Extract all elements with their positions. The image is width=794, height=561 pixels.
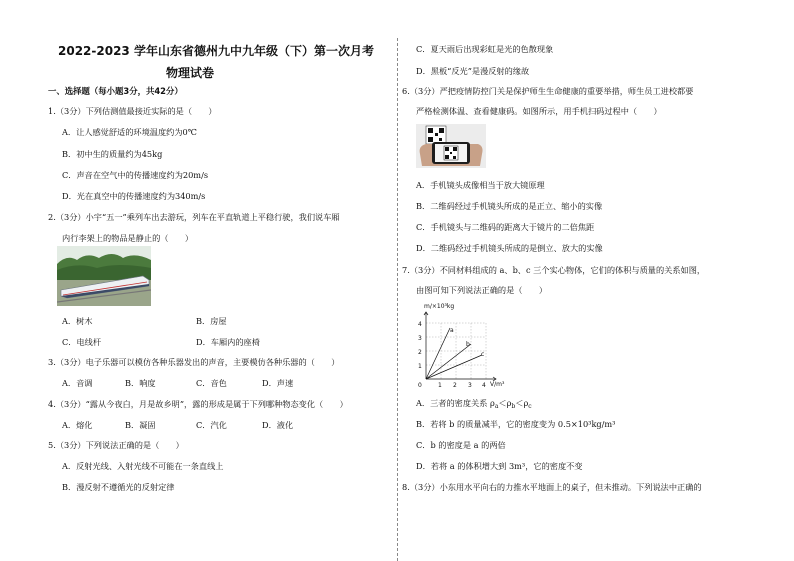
rho-subscript-a: a xyxy=(494,403,499,410)
q5-option-b: B．漫反射不遵循光的反射定律 xyxy=(62,482,175,492)
rho-subscript-b: b xyxy=(511,403,516,410)
q6-stem-line1: 6.（3分）严把疫情防控门关是保护师生生命健康的重要举措，师生员工进校都要 xyxy=(402,86,694,96)
q1-option-c: C．声音在空气中的传播速度约为20m/s xyxy=(62,170,209,180)
rho-subscript-c: c xyxy=(528,403,532,410)
graph-line-label-a: a xyxy=(450,327,454,334)
q7-option-d: D．若将 a 的体积增大到 3m³，它的密度不变 xyxy=(416,461,583,471)
q3-option-c: C．音色 xyxy=(196,378,227,388)
q6-stem-line2: 严格检测体温、查看健康码。如图所示，用手机扫码过程中（ ） xyxy=(416,106,662,116)
q2-option-b: B．房屋 xyxy=(196,316,227,326)
graph-ytick: 3 xyxy=(418,335,422,342)
q4-option-b: B．凝固 xyxy=(125,420,156,430)
q4-option-d: D．液化 xyxy=(262,420,294,430)
q2-stem-line1: 2.（3分）小宇“五一”乘列车出去游玩，列车在平直轨道上平稳行驶，我们说车厢 xyxy=(48,212,340,222)
q6-option-a: A．手机镜头成像相当于放大镜原理 xyxy=(416,180,545,190)
q6-option-c: C．手机镜头与二维码的距离大于镜片的二倍焦距 xyxy=(416,222,595,232)
graph-xlabel: V/m³ xyxy=(490,381,505,388)
exam-subtitle: 物理试卷 xyxy=(166,66,215,80)
graph-xtick: 3 xyxy=(468,382,472,389)
graph-xtick: 4 xyxy=(482,382,486,389)
q2-option-a: A．树木 xyxy=(62,316,93,326)
q6-option-b: B．二维码经过手机镜头所成的是正立、缩小的实像 xyxy=(416,201,603,211)
q3-stem: 3.（3分）电子乐器可以模仿各种乐器发出的声音，主要模仿各种乐器的（ ） xyxy=(48,357,340,367)
q1-option-d: D．光在真空中的传播速度约为340m/s xyxy=(62,191,206,201)
graph-line-label-b: b xyxy=(466,341,470,348)
section-heading: 一、选择题（每小题3分，共42分） xyxy=(48,86,183,96)
q3-option-b: B．响度 xyxy=(125,378,156,388)
exam-title: 2022-2023 学年山东省德州九中九年级（下）第一次月考 xyxy=(58,44,374,58)
q5-stem: 5.（3分）下列说法正确的是（ ） xyxy=(48,440,184,450)
q7-option-c: C．b 的密度是 a 的两倍 xyxy=(416,440,506,450)
graph-ytick: 4 xyxy=(418,321,422,328)
q7-stem-line1: 7.（3分）不同材料组成的 a、b、c 三个实心物体，它们的体积与质量的关系如图， xyxy=(402,265,706,275)
graph-xtick: 1 xyxy=(438,382,442,389)
graph-ytick: 1 xyxy=(418,363,422,370)
q1-stem: 1.（3分）下列估测值最接近实际的是（ ） xyxy=(48,106,217,116)
q3-option-d: D．声速 xyxy=(262,378,294,388)
q5-option-a: A．反射光线、入射光线不可能在一条直线上 xyxy=(62,461,224,471)
q2-option-c: C．电线杆 xyxy=(62,337,102,347)
q2-stem-line2: 内行李架上的物品是静止的（ ） xyxy=(62,233,194,243)
less-than-sign: ＜ρ xyxy=(515,398,529,408)
q2-option-d: D．车厢内的座椅 xyxy=(196,337,260,347)
q8-stem: 8.（3分）小东用水平向右的力推水平地面上的桌子，但未推动。下列说法中正确的 xyxy=(402,482,702,492)
q7-option-a xyxy=(416,398,532,412)
q1-option-b: B．初中生的质量约为45kg xyxy=(62,149,163,159)
mass-volume-graph xyxy=(416,298,521,393)
q4-stem: 4.（3分）“露从今夜白，月是故乡明”，露的形成是属于下列哪种物态变化（ ） xyxy=(48,399,348,409)
q7-stem-line2: 由图可知下列说法正确的是（ ） xyxy=(416,285,548,295)
q4-option-a: A．熔化 xyxy=(62,420,93,430)
graph-xtick: 0 xyxy=(418,382,422,389)
graph-xtick: 2 xyxy=(453,382,457,389)
q5-option-d: D．黑板“反光”是漫反射的缘故 xyxy=(416,66,530,76)
graph-ytick: 2 xyxy=(418,349,422,356)
q5-option-c: C．夏天雨后出现彩虹是光的色散现象 xyxy=(416,44,554,54)
train-photo xyxy=(57,246,151,306)
q3-option-a: A．音调 xyxy=(62,378,93,388)
phone-scan-photo xyxy=(416,124,486,168)
graph-ylabel: m/×10³kg xyxy=(424,303,455,310)
right-column xyxy=(397,0,794,561)
q7-option-a-text: A．三者的密度关系 ρ xyxy=(416,398,495,408)
q1-option-a: A．让人感觉舒适的环境温度约为0℃ xyxy=(62,127,197,137)
q6-option-d: D．二维码经过手机镜头所成的是倒立、放大的实像 xyxy=(416,243,603,253)
q7-option-b: B．若将 b 的质量减半，它的密度变为 0.5×10³kg/m³ xyxy=(416,419,616,429)
q4-option-c: C．汽化 xyxy=(196,420,227,430)
less-than-sign: ＜ρ xyxy=(498,398,512,408)
graph-line-label-c: c xyxy=(481,351,485,358)
